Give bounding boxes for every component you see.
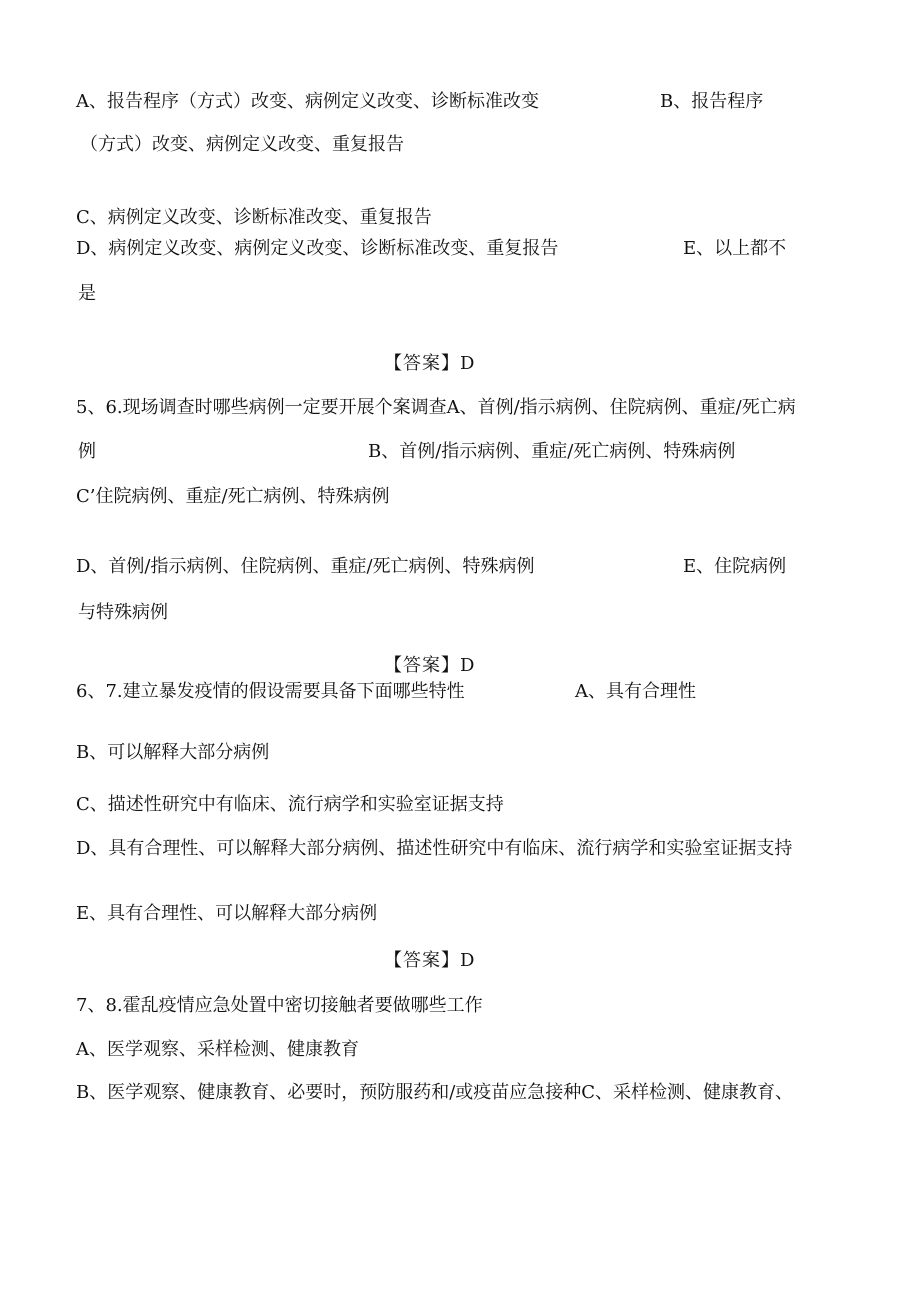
- q4-option-c: C、病例定义改变、诊断标准改变、重复报告: [76, 207, 432, 228]
- q4-option-b: B、报告程序: [660, 91, 764, 112]
- q6-option-c: C、描述性研究中有临床、流行病学和实验室证据支持: [76, 794, 504, 815]
- q5-option-b: B、首例/指示病例、重症/死亡病例、特殊病例: [368, 441, 736, 462]
- q5-option-e: E、住院病例: [683, 556, 787, 577]
- q5-question: 5、6.现场调查时哪些病例一定要开展个案调查A、首例/指示病例、住院病例、重症/死亡病: [76, 397, 796, 418]
- q4-option-d: D、病例定义改变、病例定义改变、诊断标准改变、重复报告: [76, 238, 559, 259]
- q5-option-e-continued: 与特殊病例: [78, 602, 168, 623]
- q5-option-d: D、首例/指示病例、住院病例、重症/死亡病例、特殊病例: [76, 556, 535, 577]
- q4-option-b-continued: （方式）改变、病例定义改变、重复报告: [80, 134, 404, 155]
- q6-option-a: A、具有合理性: [575, 681, 696, 702]
- q7-question: 7、8.霍乱疫情应急处置中密切接触者要做哪些工作: [76, 995, 483, 1016]
- q6-option-d: D、具有合理性、可以解释大部分病例、描述性研究中有临床、流行病学和实验室证据支持: [76, 838, 793, 859]
- q7-option-b: B、医学观察、健康教育、必要时，预防服药和/或疫苗应急接种C、采样检测、健康教育、: [76, 1082, 794, 1103]
- q4-option-e: E、以上都不: [683, 238, 787, 259]
- q4-answer: 【答案】D: [384, 353, 476, 374]
- q4-option-a: A、报告程序（方式）改变、病例定义改变、诊断标准改变: [76, 91, 539, 112]
- q7-option-a: A、医学观察、采样检测、健康教育: [76, 1039, 359, 1060]
- q5-question-continued: 例: [78, 441, 96, 462]
- q6-answer: 【答案】D: [384, 950, 476, 971]
- q6-question: 6、7.建立暴发疫情的假设需要具备下面哪些特性: [76, 681, 465, 702]
- q6-option-e: E、具有合理性、可以解释大部分病例: [76, 903, 378, 924]
- q4-option-e-continued: 是: [78, 283, 96, 304]
- q5-answer: 【答案】D: [384, 655, 476, 676]
- q6-option-b: B、可以解释大部分病例: [76, 742, 270, 763]
- q5-option-c: C’住院病例、重症/死亡病例、特殊病例: [76, 486, 390, 507]
